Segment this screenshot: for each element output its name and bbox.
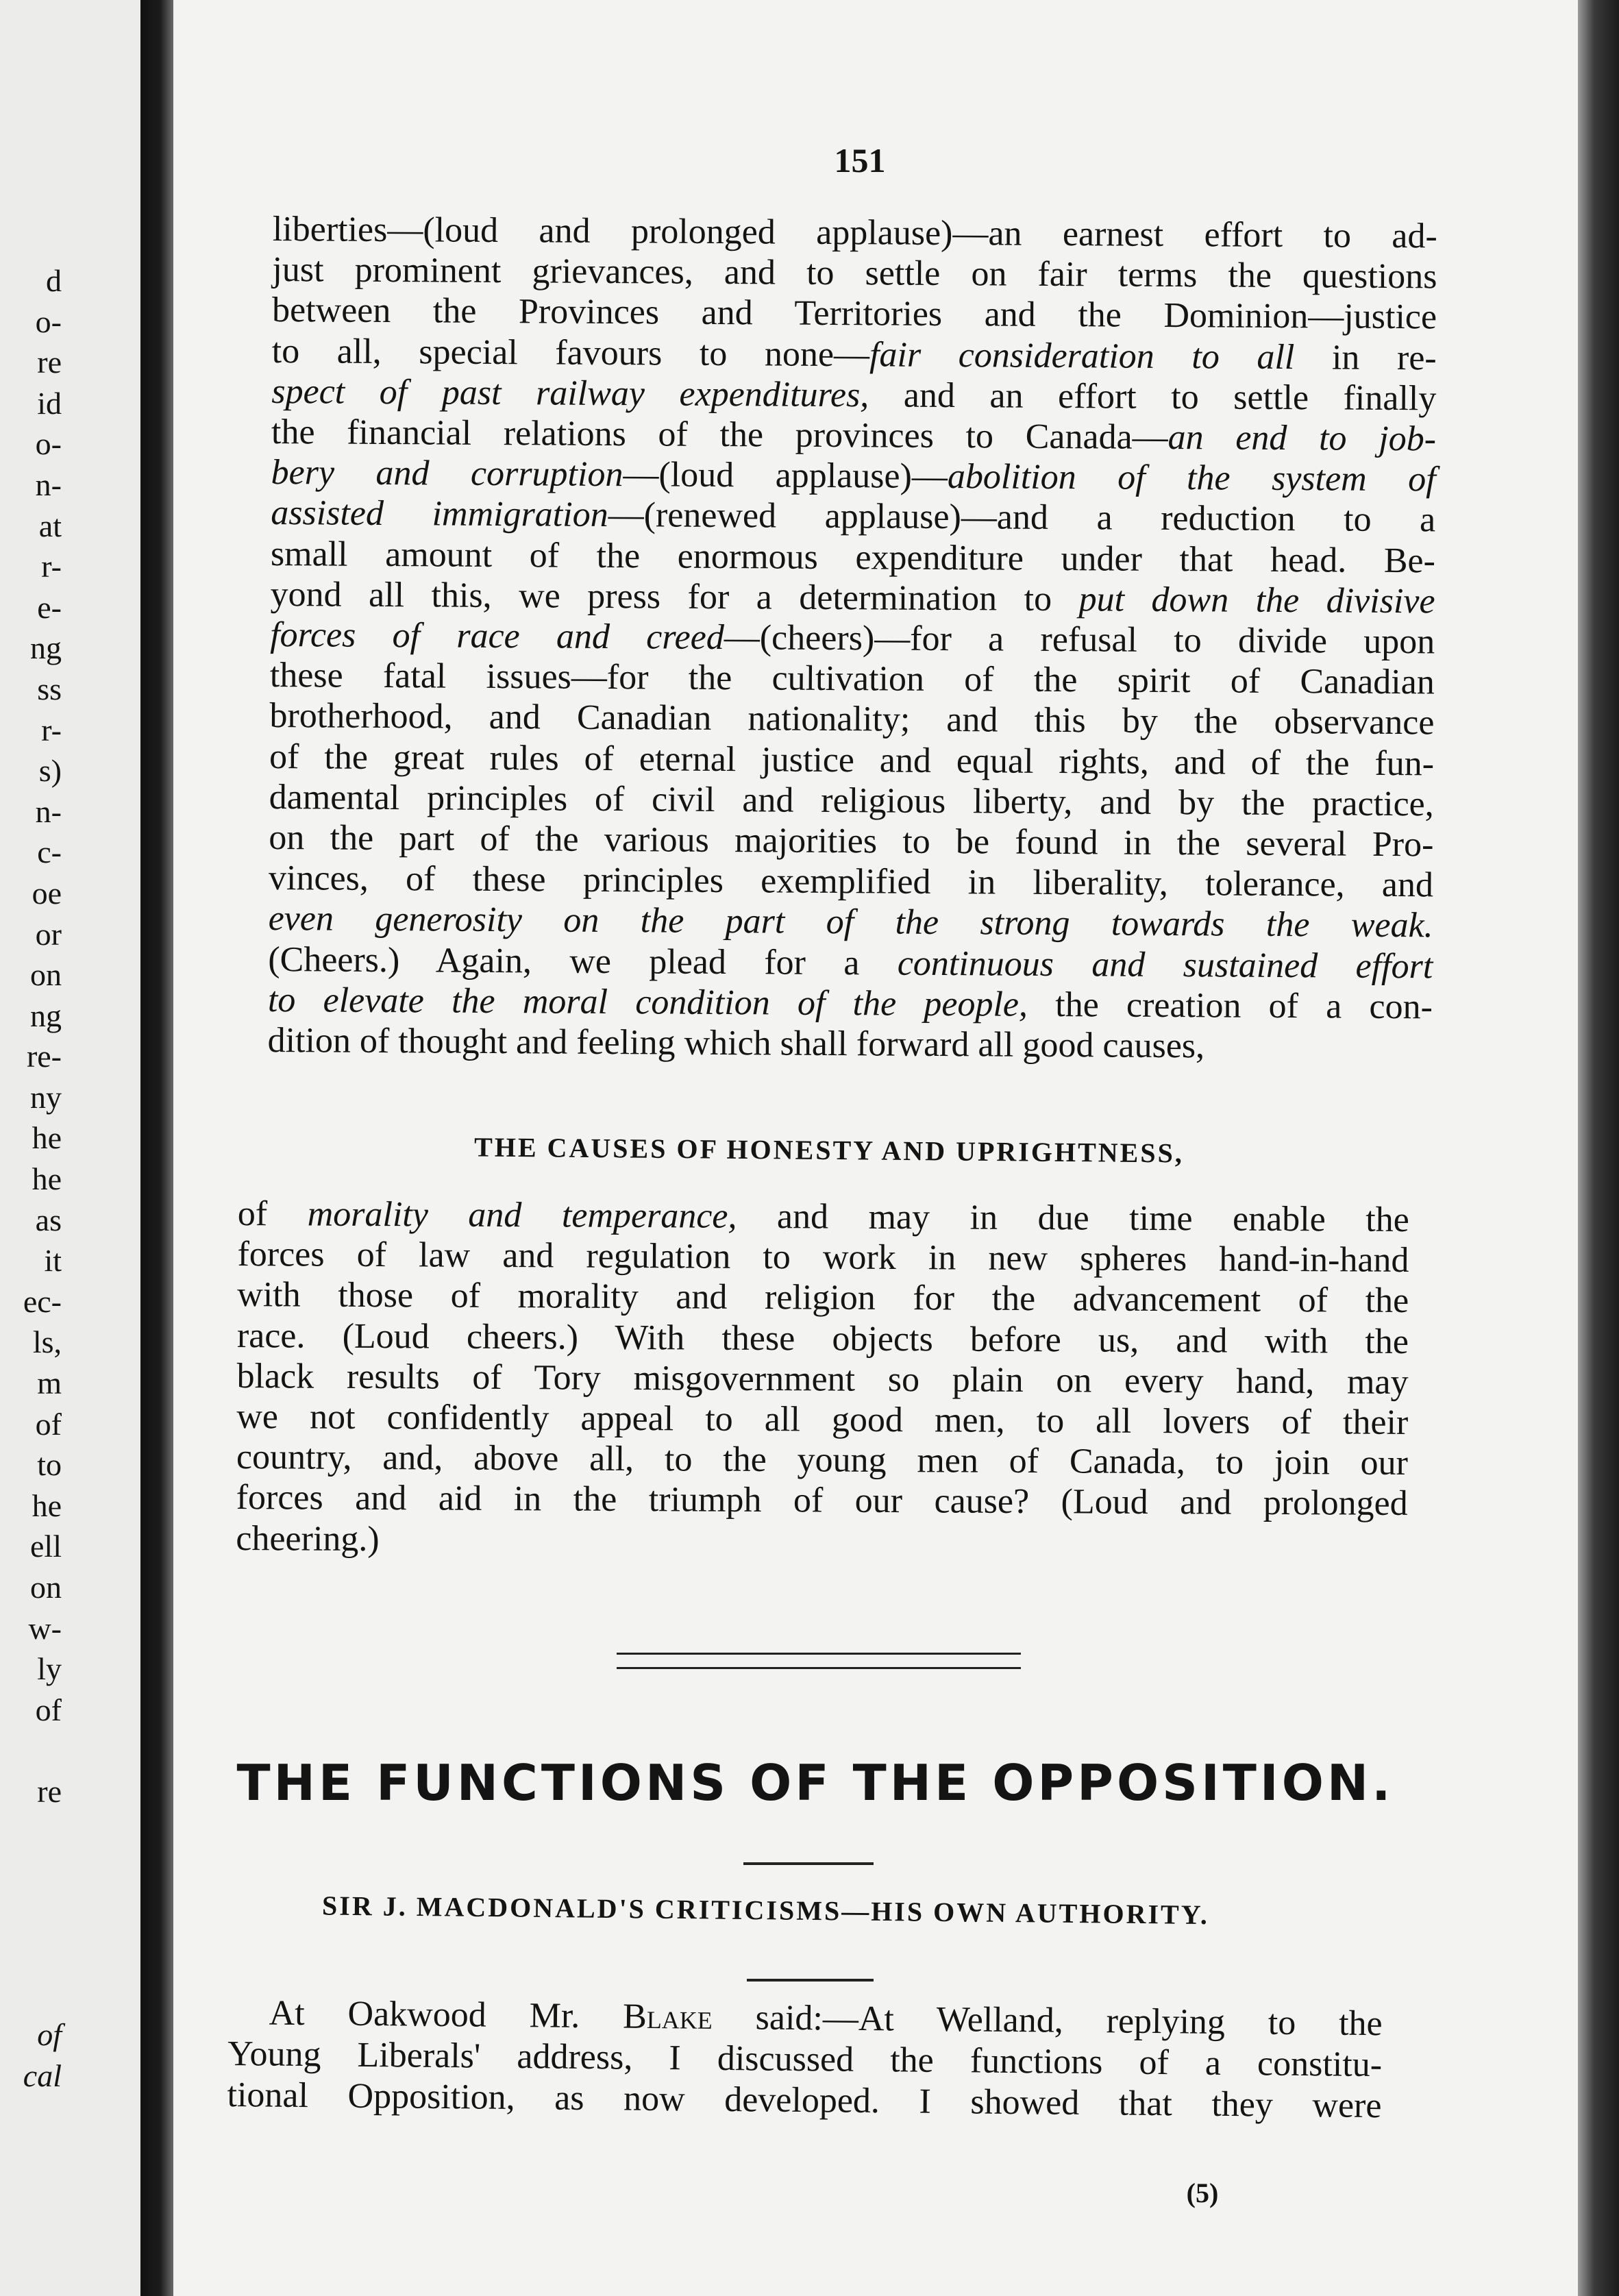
facing-page-fragment: ell xyxy=(30,1529,62,1564)
paragraph-1-line xyxy=(271,493,1435,541)
page-number: 151 xyxy=(834,141,886,180)
facing-page-fragment: cal xyxy=(23,2058,62,2093)
facing-page-fragment: d xyxy=(46,263,62,298)
facing-page xyxy=(0,0,140,2296)
page-edge-shadow xyxy=(1578,0,1619,2296)
paragraph-1-line xyxy=(270,615,1435,663)
section-subtitle: SIR J. MACDONALD'S CRITICISMS—HIS OWN AUTHORITY. xyxy=(321,1890,1210,1931)
line-text: we not confidently appeal to all good men, to all lovers of their xyxy=(236,1397,1409,1442)
paragraph-1-line xyxy=(271,534,1435,582)
paragraph-1-line xyxy=(272,249,1437,297)
line-text: to all, special favours to none— xyxy=(271,331,870,374)
line-text: in re- xyxy=(1294,337,1437,378)
facing-page-fragment: n- xyxy=(35,793,62,829)
facing-page-fragment: m xyxy=(37,1366,62,1401)
paragraph-1-line xyxy=(267,1020,1432,1068)
facing-page-fragment: ec- xyxy=(23,1283,62,1319)
facing-page-fragment: ng xyxy=(30,630,62,666)
facing-page-fragment: re xyxy=(37,345,62,380)
line-text: small amount of the enormous expenditure under that head. Be- xyxy=(270,534,1436,580)
signature-mark: (5) xyxy=(1186,2177,1219,2208)
paragraph-2-line xyxy=(237,1234,1409,1281)
line-text: forces and aid in the triumph of our cause? (Loud and prolonged xyxy=(236,1478,1408,1524)
facing-page-fragment: id xyxy=(37,385,62,421)
facing-page-fragment: he xyxy=(32,1120,62,1156)
paragraph-1 xyxy=(267,209,1437,1068)
facing-page-fragment: to xyxy=(37,1447,62,1483)
facing-page-fragment: ny xyxy=(30,1079,62,1115)
paragraph-1-line xyxy=(269,695,1434,743)
paragraph-2-line xyxy=(238,1194,1409,1240)
italic-phrase: an end to job- xyxy=(1167,418,1437,459)
line-text: liberties—(loud and prolonged applause)—an earnest effort to ad- xyxy=(272,209,1437,256)
paragraph-1-line xyxy=(271,371,1436,419)
facing-page-text-fragments-bottom xyxy=(0,2014,62,2097)
running-heading: THE CAUSES OF HONESTY AND UPRIGHTNESS, xyxy=(473,1131,1185,1169)
italic-phrase: morality and temperance, xyxy=(307,1194,737,1236)
line-text: with those of morality and religion for the advancement of the xyxy=(237,1275,1409,1321)
facing-page-fragment: or xyxy=(35,916,62,952)
line-text: said:—At Welland, replying to the xyxy=(712,1997,1383,2044)
book-gutter xyxy=(140,0,173,2296)
speaker-name: Blake xyxy=(622,1997,713,2037)
facing-page-fragment: as xyxy=(35,1202,62,1237)
facing-page-fragment: of xyxy=(37,2017,62,2052)
paragraph-1-line xyxy=(272,290,1437,338)
paragraph-1-line xyxy=(270,655,1435,703)
line-text: At Oakwood Mr. xyxy=(269,1993,623,2036)
line-text: on the part of the various majorities to be found in the several Pro- xyxy=(269,818,1434,865)
line-text: brotherhood, and Canadian nationality; and this by the observance xyxy=(269,696,1435,743)
italic-phrase: fair consideration to all xyxy=(869,334,1295,377)
paragraph-2 xyxy=(236,1194,1409,1565)
line-text: between the Provinces and Territories and the Dominion—justice xyxy=(271,291,1437,337)
italic-phrase: bery and corruption xyxy=(271,453,623,495)
line-text: the creation of a con- xyxy=(1027,985,1433,1027)
facing-page-fragment: on xyxy=(30,1570,62,1605)
subtitle-rule xyxy=(747,1979,874,1982)
italic-phrase: spect of past railway expenditures, xyxy=(271,371,869,415)
line-text: —(cheers)—for a refusal to divide upon xyxy=(724,618,1435,662)
facing-page-fragment: ls, xyxy=(32,1324,62,1360)
line-text: of the great rules of eternal justice and equal rights, and of the fun- xyxy=(269,737,1435,784)
line-text: (Cheers.) Again, we plead for a xyxy=(268,939,898,983)
paragraph-1-line xyxy=(268,939,1433,987)
facing-page-fragment: e- xyxy=(37,589,62,625)
italic-phrase: put down the divisive xyxy=(1078,580,1435,621)
facing-page-fragment: s) xyxy=(38,753,62,789)
facing-page-fragment: re- xyxy=(26,1039,62,1074)
line-text: the financial relations of the provinces to Canada— xyxy=(271,412,1168,458)
paragraph-2-line xyxy=(237,1316,1409,1362)
paragraph-1-line xyxy=(272,331,1437,379)
paragraph-1-line xyxy=(270,574,1435,622)
paragraph-1-line xyxy=(269,737,1434,785)
paragraph-1-line xyxy=(269,777,1434,825)
line-text: black results of Tory misgovernment so plain on every hand, may xyxy=(236,1356,1409,1402)
line-text: —(renewed applause)—and a reduction to a xyxy=(608,495,1436,540)
facing-page-fragment xyxy=(0,1730,62,1771)
paragraph-2-line xyxy=(236,1477,1408,1524)
paragraph-3-line: tional Opposition, as now developed. I showed that they were xyxy=(227,2075,1382,2126)
paragraph-2-line xyxy=(237,1274,1409,1321)
paragraph-3 xyxy=(227,1992,1383,2127)
paragraph-1-line xyxy=(273,209,1437,257)
line-text: just prominent grievances, and to settle on fair terms the questions xyxy=(272,250,1437,297)
italic-phrase: even generosity on the part of the strong towards the weak. xyxy=(268,899,1433,946)
paragraph-1-line xyxy=(268,980,1433,1028)
facing-page-fragment: oe xyxy=(32,875,62,911)
facing-page-fragment: r- xyxy=(41,712,62,748)
section-divider xyxy=(617,1653,1021,1669)
facing-page-fragment: at xyxy=(38,508,62,543)
facing-page-fragment: on xyxy=(30,957,62,993)
facing-page-fragment: he xyxy=(32,1488,62,1523)
italic-phrase: abolition of the system of xyxy=(947,457,1436,499)
paragraph-2-line xyxy=(236,1356,1408,1403)
facing-page-fragment: ss xyxy=(37,671,62,706)
facing-page-fragment: ng xyxy=(30,998,62,1033)
paragraph-1-line xyxy=(271,452,1435,500)
line-text: yond all this, we press for a determination to xyxy=(270,574,1079,619)
line-text: race. (Loud cheers.) With these objects before us, and with the xyxy=(236,1316,1409,1361)
line-text: cheering.) xyxy=(236,1518,380,1559)
facing-page-fragment: of xyxy=(35,1406,62,1442)
facing-page-fragment: he xyxy=(32,1161,62,1197)
line-text: —(loud applause)— xyxy=(623,455,948,497)
title-rule xyxy=(743,1862,874,1865)
line-text: forces of law and regulation to work in new spheres hand-in-hand xyxy=(237,1235,1409,1281)
paragraph-1-line xyxy=(268,898,1433,946)
facing-page-fragment: c- xyxy=(37,835,62,870)
line-text: of xyxy=(237,1194,308,1234)
paragraph-2-line xyxy=(236,1437,1408,1483)
facing-page-text-fragments xyxy=(0,260,62,1812)
italic-phrase: assisted immigration xyxy=(271,493,608,535)
line-text: country, and, above all, to the young men of Canada, to join our xyxy=(236,1437,1409,1483)
italic-phrase: continuous and sustained effort xyxy=(897,943,1433,987)
line-text: and may in due time enable the xyxy=(737,1196,1409,1239)
facing-page-fragment: r- xyxy=(41,549,62,584)
paragraph-1-line xyxy=(269,858,1433,906)
facing-page-fragment: re xyxy=(37,1773,62,1809)
paragraph-2-line xyxy=(236,1518,1407,1565)
paragraph-1-line xyxy=(271,412,1436,460)
facing-page-fragment: n- xyxy=(35,467,62,502)
facing-page-fragment: ly xyxy=(37,1651,62,1687)
paragraph-1-line xyxy=(269,817,1433,865)
facing-page-fragment: w- xyxy=(28,1610,62,1646)
italic-phrase: forces of race and creed xyxy=(270,615,724,658)
paragraph-2-line xyxy=(236,1396,1408,1443)
paragraph-3-line: Young Liberals' address, I discussed the functions of a constitu- xyxy=(227,2034,1383,2085)
line-text: dition of thought and feeling which shall forward all good causes, xyxy=(267,1021,1205,1066)
facing-page-fragment: o- xyxy=(35,426,62,462)
line-text: these fatal issues—for the cultivation of the spirit of Canadian xyxy=(269,656,1435,702)
line-text: and an effort to settle finally xyxy=(869,375,1437,419)
facing-page-fragment: it xyxy=(44,1243,62,1279)
line-text: damental principles of civil and religious liberty, and by the practice, xyxy=(269,777,1434,824)
italic-phrase: to elevate the moral condition of the people, xyxy=(267,980,1028,1024)
line-text: vinces, of these principles exemplified in liberality, tolerance, and xyxy=(268,859,1434,905)
facing-page-fragment: o- xyxy=(35,304,62,339)
section-title: THE FUNCTIONS OF THE OPPOSITION. xyxy=(236,1754,1394,1812)
facing-page-fragment: of xyxy=(35,1692,62,1727)
